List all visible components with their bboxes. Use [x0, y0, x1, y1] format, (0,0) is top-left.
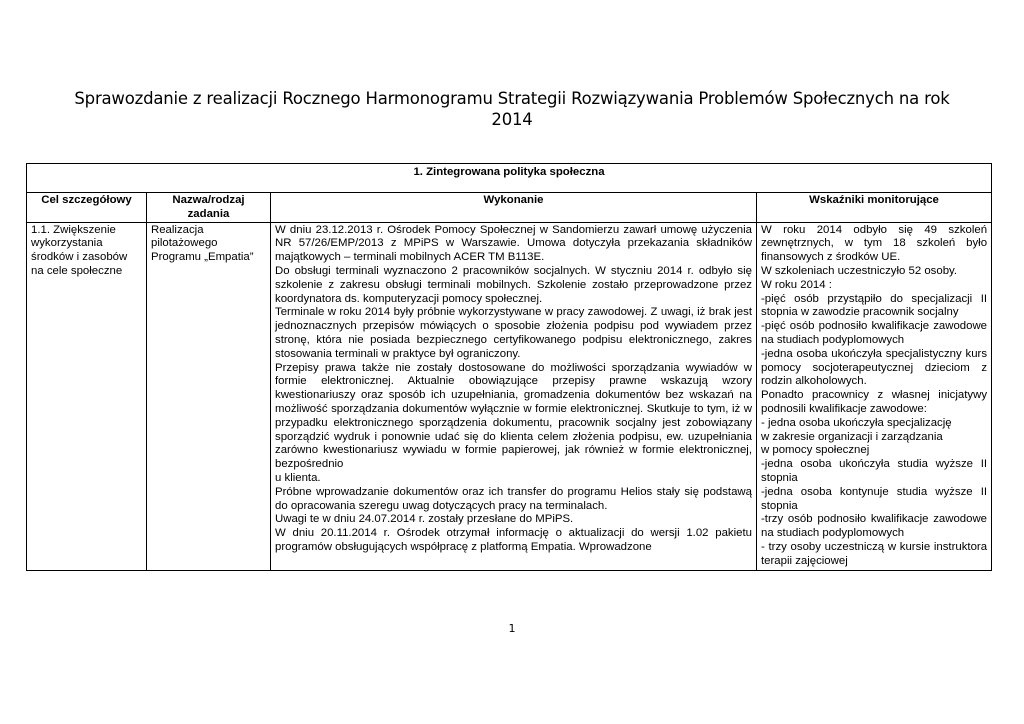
- wskazniki-line: - jedna osoba ukończyła specjalizację: [761, 416, 952, 429]
- wskazniki-line: W roku 2014 :: [761, 278, 832, 291]
- column-header-wykonanie: Wykonanie: [271, 193, 757, 223]
- wykonanie-paragraph: W dniu 23.12.2013 r. Ośrodek Pomocy Społecznej w Sandomierzu zawarł umowę użyczenia NR 57/26/EMP/2013 z MPiPS w Warszawie. Umowa dotyczyła przekazania składników majątkowych – terminali mobilnych ACER TM B113E.: [275, 223, 752, 264]
- nazwa-line: pilotażowego: [151, 237, 218, 250]
- wskazniki-line: W szkoleniach uczestniczyło 52 osoby.: [761, 264, 958, 277]
- wskazniki-line: -pięć osób przystąpiło do specjalizacji II stopnia w zawodzie pracownik socjalny: [761, 292, 988, 319]
- title-line-2: 2014: [491, 110, 533, 129]
- wskazniki-line: -pięć osób podnosiło kwalifikacje zawodowe na studiach podyplomowych: [761, 320, 988, 346]
- wskazniki-line: -jedna osoba kontynuje studia wyższe II stopnia: [761, 485, 988, 512]
- column-header-wskazniki: Wskaźniki monitorujące: [757, 193, 992, 223]
- wykonanie-cell: [271, 222, 757, 570]
- wskazniki-line: -jedna osoba ukończyła studia wyższe II stopnia: [761, 458, 988, 484]
- section-heading: 1. Zintegrowana polityka społeczna: [27, 164, 992, 193]
- wykonanie-paragraph: Do obsługi terminali wyznaczono 2 pracowników socjalnych. W styczniu 2014 r. odbyło się szkolenie z zakresu obsługi terminali mobilnych. Szkolenie zostało przeprowadzone przez koordynatora ds. komputeryzacji pomocy społecznej.: [275, 264, 752, 305]
- wykonanie-paragraph: Terminale w roku 2014 były próbnie wykorzystywane w pracy zawodowej. Z uwagi, iż brak jest jednoznacznych przepisów mówiących o sposobie złożenia podpisu pod wywiadem przez stronę, która nie posiada bezpiecznego certyfikowanego podpisu elektronicznego, zakres stosowania terminali w praktyce był ograniczony.: [275, 306, 752, 360]
- wskazniki-line: w zakresie organizacji i zarządzania: [761, 430, 943, 443]
- page-number: 1: [508, 622, 516, 635]
- wskazniki-cell: [757, 222, 992, 570]
- wykonanie-paragraph: Próbne wprowadzanie dokumentów oraz ich transfer do programu Helios stały się podstawą do opracowania szeregu uwag dotyczących pracy na terminalach.: [275, 485, 752, 512]
- strategy-report-table: [26, 163, 992, 571]
- nazwa-line: Programu „Empatia”: [151, 251, 254, 264]
- title-line-1: Sprawozdanie z realizacji Rocznego Harmonogramu Strategii Rozwiązywania Problemów Społecznych na rok: [74, 89, 950, 108]
- wskazniki-line: - trzy osoby uczestniczą w kursie instruktora terapii zajęciowej: [761, 540, 988, 567]
- document-title: [60, 88, 964, 130]
- table-row: [27, 222, 992, 570]
- wskazniki-line: Ponadto pracownicy z własnej inicjatywy podnosili kwalifikacje zawodowe:: [761, 389, 988, 415]
- column-header-nazwa: Nazwa/rodzaj zadania: [147, 193, 271, 223]
- wykonanie-paragraph: Przepisy prawa także nie zostały dostosowane do możliwości sporządzania wywiadów w formie elektronicznej. Aktualnie obowiązujące przepisy prawne wskazują wzory kwestionariuszy oraz sposób ich uzupełniania, gromadzenia dokumentów bez wskazań na możliwość sporządzania dokumentów wyłącznie w formie elektronicznej. Skutkuje to tym, iż w przypadku elektronicznego sporządzenia dokumentu, pracownik socjalny jest zobowiązany sporządzić wydruk i ponownie udać się do klienta celem złożenia podpisu, ew. uzupełniania zarówno kwestionariusz wywiadu w formie papierowej, jak również w formie elektronicznej, bezpośrednio: [275, 361, 752, 471]
- nazwa-line: Realizacja: [151, 223, 204, 236]
- cel-line: 1.1. Zwiększenie: [31, 223, 116, 236]
- cel-line: wykorzystania: [31, 237, 103, 250]
- wskazniki-line: W roku 2014 odbyło się 49 szkoleń zewnętrznych, w tym 18 szkoleń było finansowych z środków UE.: [761, 223, 988, 264]
- nazwa-cell: [147, 222, 271, 570]
- cel-cell: [27, 222, 147, 570]
- column-header-cel: Cel szczegółowy: [27, 193, 147, 223]
- cel-line: na cele społeczne: [31, 264, 123, 277]
- wskazniki-line: -jedna osoba ukończyła specjalistyczny kurs pomocy socjoterapeutycznej dzieciom z rodzin alkoholowych.: [761, 347, 988, 388]
- wykonanie-paragraph: u klienta.: [275, 471, 321, 484]
- wykonanie-paragraph: W dniu 20.11.2014 r. Ośrodek otrzymał informację o aktualizacji do wersji 1.02 pakietu programów obsługujących współpracę z platformą Empatia. Wprowadzone: [275, 527, 752, 553]
- wykonanie-paragraph: Uwagi te w dniu 24.07.2014 r. zostały przesłane do MPiPS.: [275, 513, 574, 526]
- cel-line: środków i zasobów: [31, 251, 128, 264]
- wskazniki-line: w pomocy społecznej: [761, 444, 870, 457]
- wskazniki-line: -trzy osób podnosiło kwalifikacje zawodowe na studiach podyplomowych: [761, 513, 988, 540]
